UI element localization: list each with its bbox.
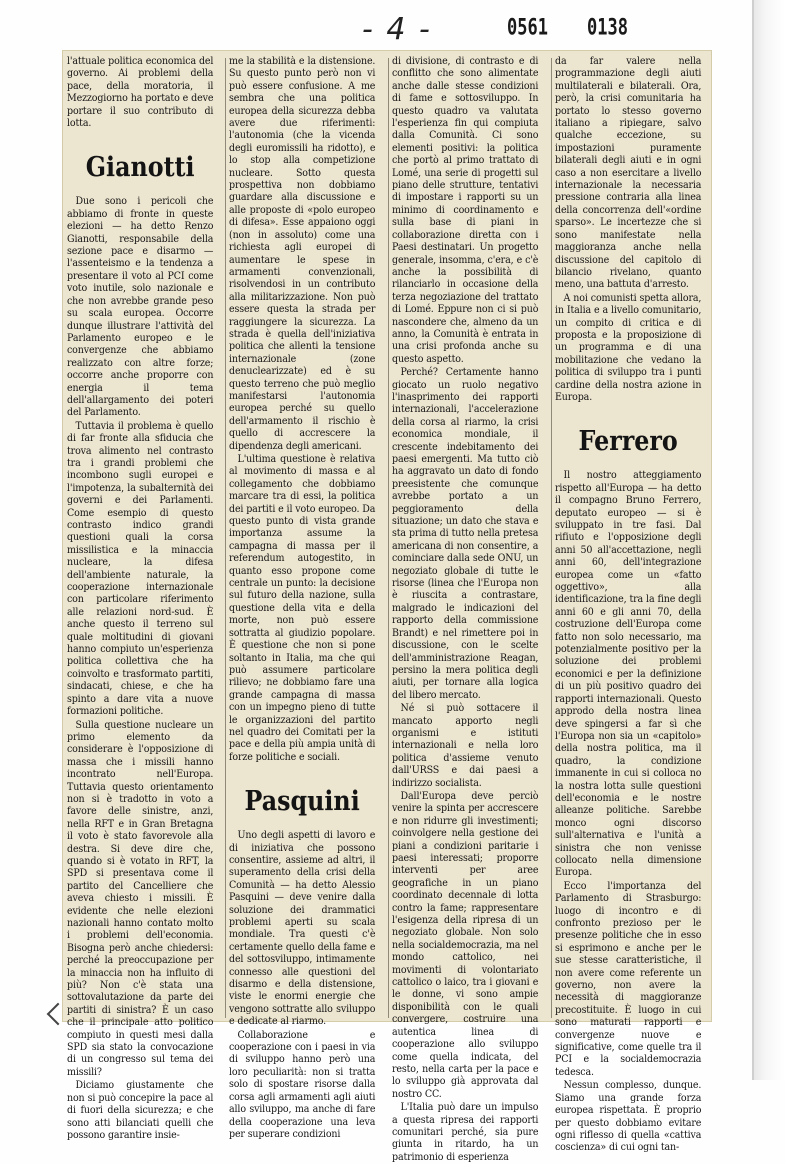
article-paragraph: di divisione, di contrasto e di conflitto che sono alimentate anche dalle stesse condizioni di fame e sottosviluppo. In questo quadro va valutata l'esperienza fin qui compiuta dalla Comunità. Ci sono elementi positivi: la politica che portò al primo trattato di Lomé, una serie di progetti sul piano delle strutture, tentativi di impostare i rapporti su un minimo di coordinamento e sulla base di piani in collaborazione diretta con i Paesi destinatari. Un progetto generale, insomma, c'era, e c'è anche la possibilità di rilanciarlo in occasione della terza negoziazione del trattato di Lomé. Eppure non ci si può nascondere che, almeno da un anno, la Comunità è entrata in una crisi profonda anche su questo aspetto. xyxy=(392,56,539,365)
scan-page-edge xyxy=(752,0,785,1080)
handwritten-page-number: - 4 - xyxy=(362,12,432,47)
column-divider xyxy=(225,58,226,1018)
archive-code-right: 0138 xyxy=(587,15,628,41)
article-paragraph: Nessun complesso, dunque. Siamo una grande forza europea rispettata. È proprio per questo dobbiamo evitare ogni riflesso di quella «cattiva coscienza» di cui ogni tan- xyxy=(555,1080,702,1154)
article-paragraph: Né si può sottacere il mancato apporto negli organismi e istituti internazionali e nella loro politica d'assieme venuto dall'URSS e dai paesi a indirizzo socialista. xyxy=(392,703,539,789)
archive-code-left: 0561 xyxy=(507,15,548,41)
article-column-2 xyxy=(229,56,376,1140)
article-paragraph: l'attuale politica economica del governo. Ai problemi della pace, della moratoria, il Mezzogiorno ha portato e deve portare il suo contributo di lotta. xyxy=(67,56,214,130)
article-paragraph: L'ultima questione è relativa al movimento di massa e al collegamento che dobbiamo marcare tra di essi, la politica dei partiti e il voto europeo. Da questo punto di vista grande importanza assume la campagna di massa per il referendum autogestito, in quanto esso propone come centrale un punto: la decisione sul futuro della nazione, sulla questione della vita e della morte, non può essere sottratta al giudizio popolare. È questione che non si pone soltanto in Italia, ma che qui può assumere particolare rilievo; ne dobbiamo fare una grande campagna di massa con un impegno pieno di tutte le organizzazioni del partito nel quadro dei Comitati per la pace e della più ampia unità di forze politiche e sociali. xyxy=(229,454,376,763)
article-column-4 xyxy=(555,56,702,1154)
article-paragraph: da far valere nella programmazione degli aiuti multilaterali e bilaterali. Ora, però, la crisi comunitaria ha portato lo stesso governo italiano a ripiegare, salvo qualche eccezione, su impostazioni puramente bilaterali degli aiuti e in ogni caso a non esercitare a livello internazionale la necessaria pressione contraria alla linea della concorrenza dell'«ordine sparso». Le incertezze che si sono manifestate nella maggioranza anche nella discussione del capitolo di bilancio rivelano, quanto meno, una battuta d'arresto. xyxy=(555,56,702,291)
article-column-1 xyxy=(67,56,214,1141)
article-paragraph: L'Italia può dare un impulso a questa ripresa dei rapporti comunitari perché, sia pure giunta in ritardo, ha un patrimonio di esperienza xyxy=(392,1102,539,1163)
article-paragraph: Ecco l'importanza del Parlamento di Strasburgo: luogo di incontro e di confronto prezioso per le presenze politiche che in esso si esprimono e anche per le sue stesse caratteristiche, il non avere come referente un governo, non avere la necessità di maggioranze precostituite. È luogo in cui sono maturati rapporti e convergenze nuove e significative, come quelle tra il PCI e la socialdemocrazia tedesca. xyxy=(555,880,702,1078)
column-divider xyxy=(551,58,552,1018)
article-column-3 xyxy=(392,56,539,1163)
article-paragraph: Uno degli aspetti di lavoro e di iniziativa che possono consentire, assieme ad altri, il superamento della crisi della Comunità — ha detto Alessio Pasquini — deve venire dalla soluzione dei drammatici problemi aperti su scala mondiale. Tra questi c'è certamente quello della fame e del sottosviluppo, intimamente connesso alle questioni del disarmo e della distensione, viste le enormi energie che vengono sottratte allo sviluppo e dedicate al riarmo. xyxy=(229,830,376,1028)
article-paragraph: Sulla questione nucleare un primo elemento da considerare è l'opposizione di massa che i missili hanno incontrato nell'Europa. Tuttavia questo orientamento non si è tradotto in voto a favore delle sinistre, anzi, nella RFT e in Gran Bretagna il voto è stato favorevole alla destra. Si deve dire che, quando si è votato in RFT, la SPD si presentava come il partito del Cancelliere che aveva chiesto i missili. È evidente che nelle elezioni nazionali hanno contato molto i problemi dell'economia. Bisogna però anche chiedersi: perché la preoccupazione per la minaccia non ha influito di più? Non c'è stata una sottovalutazione da parte dei partiti di sinistra? È un caso che il principale atto politico compiuto in questi mesi dalla SPD sia stato la convocazione di un congresso sul tema dei missili? xyxy=(67,719,214,1078)
article-paragraph: Collaborazione e cooperazione con i paesi in via di sviluppo hanno però una loro peculiarità: non si tratta solo di spostare risorse dalla corsa agli armamenti agli aiuti allo sviluppo, ma anche di fare della cooperazione una leva per superare condizioni xyxy=(229,1029,376,1140)
article-paragraph: Diciamo giustamente che non si può concepire la pace al di fuori della sicurezza; e che sono atti bilanciati quelli che possono garantire insie- xyxy=(67,1080,214,1141)
article-paragraph: Il nostro atteggiamento rispetto all'Europa — ha detto il compagno Bruno Ferrero, deputato europeo — si è sviluppato in tre fasi. Dal rifiuto e l'opposizione degli anni 50 all'accettazione, negli anni 60, dell'integrazione europea come un «fatto oggettivo», alla identificazione, tra la fine degli anni 60 e gli anni 70, della costruzione dell'Europa come fatto non solo necessario, ma potenzialmente positivo per la soluzione dei problemi economici e per la definizione di un più positivo quadro dei rapporti internazionali. Questo approdo della nostra linea deve spingersi a far sì che l'Europa non sia un «capitolo» della nostra politica, ma il quadro, la condizione immanente in cui si colloca no la nostra lotta sulle questioni dell'economia e le nostre alleanze politiche. Sarebbe monco ogni discorso sull'alternativa e l'unità a sinistra che non venisse collocato nella dimensione Europa. xyxy=(555,470,702,879)
newspaper-clipping xyxy=(62,50,712,1163)
section-heading: Gianotti xyxy=(85,150,195,183)
section-heading: Ferrero xyxy=(578,424,678,457)
article-paragraph: me la stabilità e la distensione. Su questo punto però non vi può essere confusione. A me sembra che una politica europea della sicurezza debba avere due riferimenti: l'autonomia (che la vicenda degli euromissili ha ridotto), e lo stop alla competizione nucleare. Sotto questa prospettiva non dobbiamo guardare alla discussione e alle proposte di «polo europeo di difesa». Esse appaiono oggi (non in assoluto) come una richiesta agli europei di aumentare le spese in armamenti convenzionali, risolvendosi in un contributo alla militarizzazione. Non può essere questa la strada per raggiungere la sicurezza. La strada è quella dell'iniziativa politica che allenti la tensione internazionale (zone denuclearizzate) ed è su questo terreno che può meglio manifestarsi l'autonomia europea perché su quello dell'armamento il rischio è quello di accrescere la dipendenza degli americani. xyxy=(229,56,376,452)
section-heading: Pasquini xyxy=(244,784,360,817)
article-paragraph: Due sono i pericoli che abbiamo di fronte in queste elezioni — ha detto Renzo Gianotti, responsabile della sezione pace e disarmo — l'assenteismo e la tendenza a presentare il voto al PCI come voto inutile, solo nazionale e che non avrebbe grande peso su scala europea. Occorre dunque illustrare l'attività del Parlamento europeo e le convergenze che abbiamo realizzato con altre forze; occorre anche proporre con energia il tema dell'allargamento dei poteri del Parlamento. xyxy=(67,196,214,419)
article-paragraph: Tuttavia il problema è quello di far fronte alla sfiducia che trova alimento nel contrasto tra i grandi problemi che incombono sugli europei e l'impotenza, la subalternità dei governi e dei Parlamenti. Come esempio di questo contrasto indico grandi questioni quali la corsa missilistica e la minaccia nucleare, la difesa dell'ambiente naturale, la cooperazione internazionale con particolare riferimento alle relazioni nord-sud. È anche questo il terreno sul quale moltitudini di giovani hanno compiuto un'esperienza politica collettiva che ha coinvolto e trasformato partiti, sindacati, chiese, e che ha spinto a dare vita a nuove formazioni politiche. xyxy=(67,420,214,718)
column-divider xyxy=(388,58,389,1018)
article-paragraph: A noi comunisti spetta allora, in Italia e a livello comunitario, un compito di critica e di proposta e la proposizione di un programma e di una mobilitazione che vedano la politica di sviluppo tra i punti cardine della nostra azione in Europa. xyxy=(555,292,702,403)
article-paragraph: Perché? Certamente hanno giocato un ruolo negativo l'inasprimento dei rapporti internazionali, l'accelerazione della corsa al riarmo, la crisi economica mondiale, il crescente indebitamento dei paesi emergenti. Ma tutto ciò ha aggravato un dato di fondo preesistente che comunque avrebbe portato a un peggioramento della situazione; un dato che stava e sta prima di tutto nella pretesa americana di non consentire, a cominciare dalla sede ONU, un negoziato globale di tutte le risorse (linea che l'Europa non è riuscita a contrastare, malgrado le indicazioni del rapporto della commissione Brandt) e nel rimettere poi in discussione, con le scelte dell'amministrazione Reagan, persino la mera politica degli aiuti, per tornare alla logica del libero mercato. xyxy=(392,367,539,701)
article-paragraph: Dall'Europa deve perciò venire la spinta per accrescere e non ridurre gli investimenti; coinvolgere nella gestione dei piani a condizioni paritarie i paesi interessati; proporre interventi per aree geografiche in un piano coordinato decennale di lotta contro la fame; rappresentare l'esigenza della ripresa di un negoziato globale. Non solo nella socialdemocrazia, ma nel mondo cattolico, nei movimenti di volontariato cattolico o laico, tra i giovani e le donne, vi sono ampie disponibilità con le quali convergere, costruire una autentica linea di cooperazione allo sviluppo come quella indicata, del resto, nella carta per la pace e lo sviluppo già approvata dal nostro CC. xyxy=(392,790,539,1100)
